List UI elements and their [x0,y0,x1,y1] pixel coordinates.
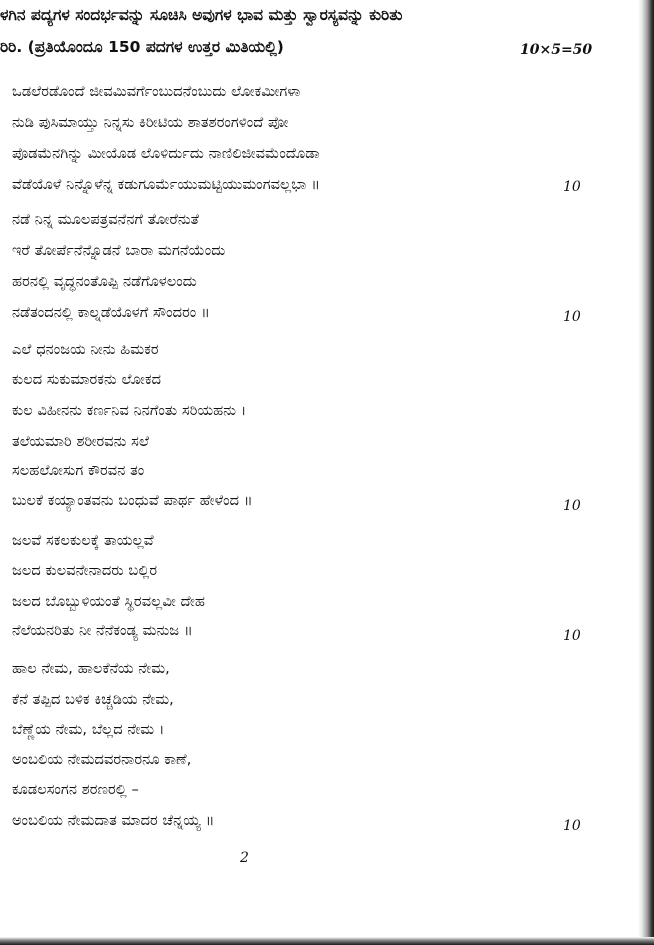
total-marks: 10×5=50 [520,42,593,58]
stanza-2-line-4: ನಡೆತಂದನಲ್ಲಿ ಕಾಲ್ನಡೆಯೊಳಗೆ ಸೌಂದರಂ ॥ [12,305,210,321]
stanza-3-line-1: ಎಲೆ ಧನಂಜಯ ನೀನು ಹಿಮಕರ [12,342,159,358]
stanza-3-marks: 10 [563,498,581,514]
stanza-3-line-2: ಕುಲದ ಸುಕುಮಾರಕನು ಲೋಕದ [12,372,162,388]
stanza-3-line-5: ಸಲಹಲೋಸುಗ ಕೌರವನ ತಂ [12,463,145,479]
instruction-line-2: ರಿರಿ. (ಪ್ರತಿಯೊಂದೂ 150 ಪದಗಳ ಉತ್ತರ ಮಿತಿಯಲ್ಲಿ) [0,38,284,56]
stanza-4-line-4: ನೆಲೆಯನರಿತು ನೀ ನೆನೆಕಂಡ್ಯ ಮನುಜ ॥ [12,623,193,639]
scan-edge-bottom [0,937,654,945]
stanza-2-line-2: ಇರೆ ತೋರ್ಪೆನೆನ್ನೊಡನೆ ಬಾರಾ ಮಗನೆಯೆಂದು [12,243,226,259]
stanza-2-line-1: ನಡೆ ನಿನ್ನ ಮೂಲಪತ್ರವನೆನಗೆ ತೋರೆನುತೆ [12,212,200,228]
stanza-3-line-4: ತಲೆಯಮಾರಿ ಶರೀರವನು ಸಲೆ [12,434,150,450]
page-number: 2 [240,850,249,866]
scan-edge-right [638,0,654,945]
stanza-3-line-3: ಕುಲ ವಿಹೀನನು ಕರ್ಣನಿವ ನಿನಗೆಂತು ಸರಿಯಹನು । [12,403,247,419]
stanza-5-line-5: ಕೂಡಲಸಂಗನ ಶರಣರಲ್ಲಿ – [12,782,139,798]
stanza-2-line-3: ಹರನಲ್ಲಿ ವೃದ್ಧನಂತೊಪ್ಪಿ ನಡೆಗೊಳಲಂದು [12,274,197,290]
stanza-4-line-2: ಜಲದ ಕುಲವನೇನಾದರು ಬಲ್ಲಿರ [12,563,158,579]
stanza-5-line-2: ಕೆನೆ ತಪ್ಪಿದ ಬಳಿಕ ಕಿಚ್ಚಡಿಯ ನೇಮ, [12,692,174,708]
stanza-5-line-3: ಬೆಣ್ಣೆಯ ನೇಮ, ಬೆಲ್ಲದ ನೇಮ । [12,722,165,738]
stanza-5-line-6: ಅಂಬಲಿಯ ನೇಮದಾತ ಮಾದರ ಚೆನ್ನಯ್ಯ ॥ [12,813,215,829]
stanza-4-marks: 10 [563,628,581,644]
stanza-5-line-1: ಹಾಲ ನೇಮ, ಹಾಲಕೆನೆಯ ನೇಮ, [12,661,170,677]
stanza-1-line-2: ನುಡಿ ಪುಸಿಮಾಯ್ತು ನಿನ್ನಸು ಕಿರೀಟಿಯ ಶಾತಶರಂಗಳಿಂದೆ ಪೋ [12,115,289,131]
stanza-1-marks: 10 [563,179,581,195]
stanza-5-line-4: ಅಂಬಲಿಯ ನೇಮದವರನಾರನೂ ಕಾಣೆ, [12,752,192,768]
stanza-4-line-1: ಜಲವೆ ಸಕಲಕುಲಕ್ಕೆ ತಾಯಲ್ಲವೆ [12,533,154,549]
stanza-4-line-3: ಜಲದ ಬೊಬ್ಬುಳಿಯಂತೆ ಸ್ಥಿರವಲ್ಲವೀ ದೇಹ [12,594,206,610]
instruction-line-1: ಳಗಿನ ಪದ್ಯಗಳ ಸಂದರ್ಭವನ್ನು ಸೂಚಿಸಿ ಅವುಗಳ ಭಾವ ಮತ್ತು ಸ್ವಾರಸ್ಯವನ್ನು ಕುರಿತು [0,6,403,24]
stanza-5-marks: 10 [563,818,581,834]
stanza-1-line-3: ಪೊಡಮೆನಗಿನ್ನು ಮೀಯೊಡ ಲೊಳಿರ್ದುದು ನಾಣಿಲಿಜೀವಮೆಂದೊಡಾ [12,146,320,162]
stanza-2-marks: 10 [563,309,581,325]
stanza-1-line-1: ಒಡಲೆರಡೊಂದೆ ಜೀವಮಿವರ್ಗೆಂಬುದನೆಂಬುದು ಲೋಕಮೀಗಳಾ [12,84,301,100]
stanza-3-line-6: ಬುಲಕೆ ಕಯ್ಯಾಂತವನು ಬಂಧುವೆ ಪಾರ್ಥ ಹೇಳೆಂದ ॥ [12,493,253,509]
stanza-1-line-4: ವೆಡೆಯೊಳೆ ನಿನ್ನೊಳೆನ್ನ ಕಡುಗೂರ್ಮೆಯುಮಟ್ಟಿಯುಮಂಗವಲ್ಲಭಾ ॥ [12,177,321,193]
